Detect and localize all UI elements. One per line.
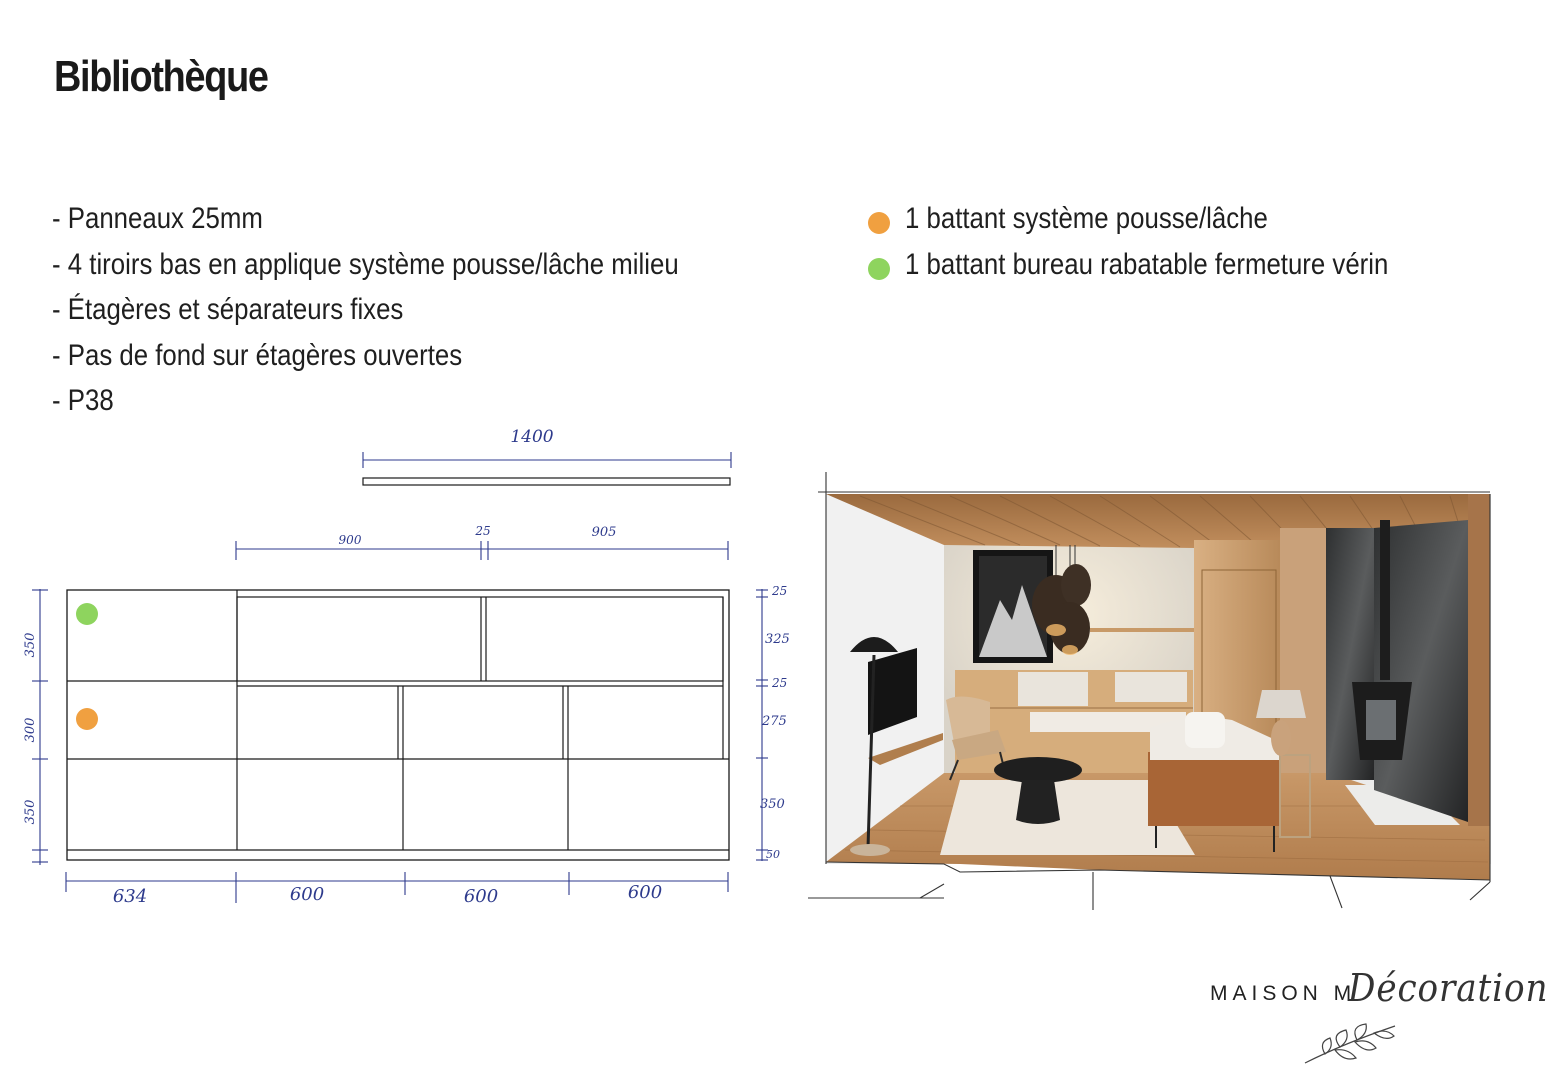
framed-mountain-artwork — [973, 550, 1053, 663]
tall-wood-cabinet — [1194, 540, 1280, 770]
dim-bottom-width: 600 — [627, 882, 663, 903]
wooden-ceiling — [826, 494, 1490, 548]
brand-script: Décoration — [1348, 966, 1548, 1010]
armchair — [946, 696, 990, 748]
spec-note: - P38 — [52, 384, 114, 417]
top-panel-plan — [363, 478, 730, 485]
dim-top-width: 1400 — [510, 427, 554, 447]
sofa — [1148, 752, 1280, 826]
green-dot-icon — [868, 258, 890, 280]
leaf-branch-icon — [1300, 1018, 1400, 1068]
sideboard — [955, 670, 1193, 773]
dim-upper-gap: 25 — [475, 524, 491, 538]
spec-note: - Pas de fond sur étagères ouvertes — [52, 338, 463, 372]
dim-bottom-width: 634 — [112, 886, 148, 907]
pendant-lamp — [1032, 575, 1080, 635]
dim-right-height: 25 — [772, 676, 788, 690]
dim-left-height: 350 — [23, 632, 38, 658]
legend-label: 1 battant système pousse/lâche — [905, 202, 1268, 235]
stone-wall — [1374, 520, 1468, 822]
dim-left-height: 300 — [23, 717, 38, 743]
spec-note: - 4 tiroirs bas en applique système pousse/lâche milieu — [52, 247, 679, 281]
coffee-table — [994, 757, 1082, 783]
dim-upper-left: 900 — [338, 533, 362, 547]
wooden-floor — [826, 773, 1490, 880]
dim-right-height: 50 — [766, 848, 780, 861]
dim-right-height: 275 — [762, 714, 787, 729]
dim-left-height: 350 — [23, 799, 38, 825]
table-lamp — [1256, 690, 1306, 718]
green-door-marker-icon — [76, 603, 98, 625]
orange-dot-icon — [868, 212, 890, 234]
brand-wordmark: MAISON M — [1210, 982, 1357, 1005]
spec-note: - Panneaux 25mm — [52, 202, 263, 235]
bookcase-technical-drawing — [0, 0, 790, 930]
orange-door-marker-icon — [76, 708, 98, 730]
wall-tv — [868, 648, 917, 735]
legend-item-desk-door — [868, 242, 1467, 288]
left-wall — [826, 494, 944, 862]
wood-stove — [1352, 682, 1412, 760]
dim-bottom-width: 600 — [463, 886, 499, 907]
dim-right-height: 25 — [772, 584, 788, 598]
page-title: Bibliothèque — [54, 52, 268, 101]
back-wall — [944, 545, 1194, 773]
spec-note: - Étagères et séparateurs fixes — [52, 293, 404, 326]
brand-logo — [1210, 966, 1548, 1076]
dim-bottom-width: 600 — [289, 884, 325, 905]
legend-item-push-door — [868, 196, 1467, 242]
rug — [940, 780, 1195, 855]
door-legend — [868, 196, 1467, 288]
dim-upper-right: 905 — [591, 525, 617, 540]
dim-right-height: 350 — [760, 797, 785, 812]
floor-lamp — [850, 637, 898, 652]
dim-right-height: 325 — [765, 632, 790, 647]
legend-label: 1 battant bureau rabatable fermeture vérin — [905, 248, 1389, 281]
